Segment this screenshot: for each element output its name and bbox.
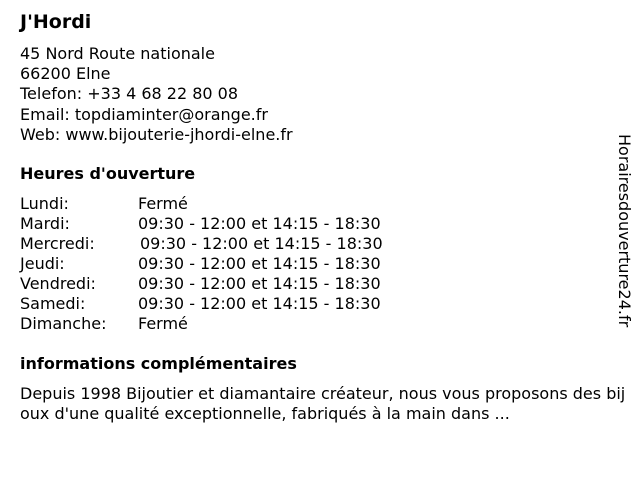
info-description: Depuis 1998 Bijoutier et diamantaire créateur, nous vous proposons des bijoux d'une qualité exceptionnelle, fabriqués à la main dans ...: [20, 384, 626, 423]
hours-value: 09:30 - 12:00 et 14:15 - 18:30: [138, 294, 381, 313]
address-street: 45 Nord Route nationale: [20, 44, 215, 63]
day-label: Samedi:: [20, 294, 86, 313]
hours-value: 09:30 - 12:00 et 14:15 - 18:30: [140, 234, 383, 253]
info-heading: informations complémentaires: [20, 354, 297, 373]
day-label: Jeudi:: [20, 254, 65, 273]
web-line: Web: www.bijouterie-jhordi-elne.fr: [20, 124, 293, 144]
contact-block: [20, 44, 293, 145]
business-name: J'Hordi: [20, 11, 92, 33]
address-city: 66200 Elne: [20, 64, 111, 84]
day-label: Dimanche:: [20, 314, 107, 333]
hours-value: 09:30 - 12:00 et 14:15 - 18:30: [138, 214, 381, 233]
day-label: Vendredi:: [20, 274, 96, 293]
hours-value: Fermé: [138, 194, 188, 213]
phone-line: Telefon: +33 4 68 22 80 08: [20, 84, 239, 104]
hours-value: 09:30 - 12:00 et 14:15 - 18:30: [138, 254, 381, 273]
hours-value: Fermé: [138, 314, 188, 333]
email-line: Email: topdiaminter@orange.fr: [20, 104, 268, 124]
day-label: Lundi:: [20, 194, 69, 213]
hours-value: 09:30 - 12:00 et 14:15 - 18:30: [138, 274, 381, 293]
hours-heading: Heures d'ouverture: [20, 164, 196, 183]
day-label: Mardi:: [20, 214, 70, 233]
site-watermark: Horairesdouverture24.fr: [615, 134, 634, 328]
day-label: Mercredi:: [20, 234, 95, 253]
